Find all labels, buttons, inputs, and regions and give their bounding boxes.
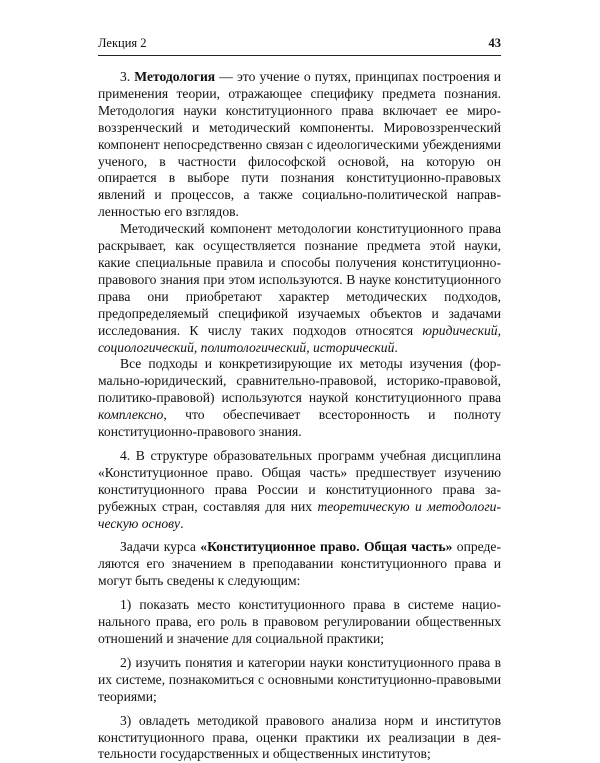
task-text: 3) овладеть методикой правового анализа норм и институтов конституционного права, оценки практики их реализации в деятельности государственных и общественных институтов; <box>98 712 501 762</box>
paragraph-methodology <box>98 69 501 221</box>
approaches-list: юридический, социологический, политологический, исторический <box>98 322 501 355</box>
paragraph-methodical-component <box>98 221 501 356</box>
header-rule <box>98 55 501 56</box>
chapter-title: Лекция 2 <box>98 36 147 50</box>
term-methodology: Методология <box>134 69 216 84</box>
paragraph-end: . <box>394 339 398 355</box>
emphasis-basis: теоретическую и методологическую основу <box>98 498 501 531</box>
task-text: 2) изучить понятия и категории науки конституционного права в их системе, познакомиться с основными конституционно-правовыми теориями; <box>98 654 501 704</box>
paragraph-end: , что обеспечивает всесторонность и полноту конституционно-правового знания. <box>98 407 501 440</box>
paragraph-all-approaches <box>98 356 501 441</box>
task-item-3 <box>98 713 501 763</box>
task-item-2 <box>98 655 501 706</box>
task-text: 1) показать место конституционного права в системе национального права, его роль в правовом регулировании общественных отношений и значение для социальной практики; <box>98 597 501 646</box>
course-title: «Конституционное право. Общая часть» <box>200 539 453 555</box>
paragraph-number: 3. <box>120 69 135 84</box>
paragraph-course-tasks <box>98 539 501 590</box>
body-text <box>98 69 501 763</box>
paragraph-curriculum <box>98 448 501 533</box>
paragraph-text: определяются его значением в преподавании конституционного права и могут быть сведены к следующим: <box>98 539 501 589</box>
task-item-1 <box>98 597 501 648</box>
paragraph-end: . <box>180 515 184 531</box>
paragraph-text: — это учение о путях, принципах построения и применения теории, отражающее специфику предмета познания. Методология науки конституционного права включает ее мировоззренческий и методический компоненты. Мировоззренческий компонент непосредственно связан с идеологическими убеждениями ученого, в частности философской основой, на которую он опирается в выборе пути познания конституционно-правовых явлений и процессов, а также социально-политической направленностью его взглядов. <box>98 69 501 220</box>
paragraph-text: Методический компонент методологии конституционного права раскрывает, как осуществляется познание предмета этой науки, какие специальные правила и способы получения конституционно-правового знания при этом используются. В науке конституционного права они приобретают характер методических подходов, предопределяемый спецификой изучаемых объектов и задачами исследования. К числу таких подходов относятся <box>98 221 501 338</box>
paragraph-lead: Задачи курса <box>120 539 201 555</box>
paragraph-text: Все подходы и конкретизирующие их методы изучения (формально-юридический, сравнительно-правовой, историко-правовой, политико-правовой) используются наукой конституционного права <box>98 356 501 406</box>
page-number: 43 <box>488 36 501 50</box>
emphasis-complex: комплексно <box>98 407 164 423</box>
paragraph-text: 4. В структуре образовательных программ учебная дисциплина «Конституционное право. Общая часть» предшествует изучению конституционного права России и конституционного права зарубежных стран, составляя для них <box>98 447 501 514</box>
